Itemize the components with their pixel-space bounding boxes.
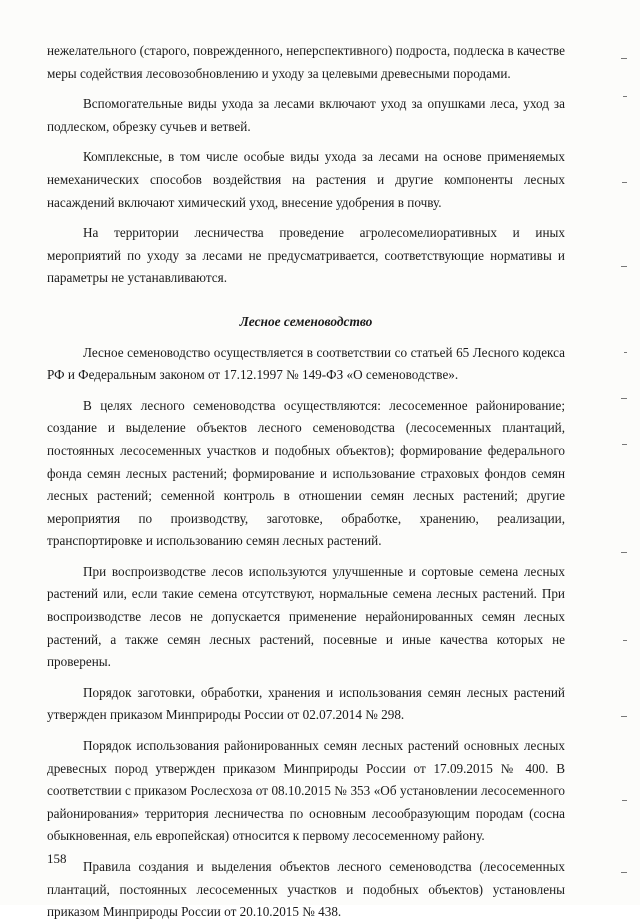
scan-edge-mark: [623, 96, 627, 97]
paragraph: Вспомогательные виды ухода за лесами включают уход за опушками леса, уход за подлеском, обрезку сучьев и ветвей.: [47, 96, 565, 134]
paragraph: В целях лесного семеноводства осуществляются: лесосеменное районирование; создание и выделение объектов лесного семеноводства (лесосеменных плантаций, постоянных лесосеменных участков и подобных объектов); формирование федерального фонда семян лесных растений; формирование и использование страховых фондов семян лесных растений; семенной контроль в отношении семян лесных растений; другие мероприятия по производству, заготовке, обработке, хранению, реализации, транспортировке и использованию семян лесных растений.: [47, 397, 565, 549]
paragraph: Порядок использования районированных семян лесных растений основных лесных древесных пород утвержден приказом Минприроды России от 17.09.2015 № 400. В соответствии с приказом Рослесхоза от 08.10.2015 № 353 «Об установлении лесосеменного районирования» территория лесничества по основным лесообразующим породам (сосна обыкновенная, ель европейская) относится к первому лесосеменному району.: [47, 738, 565, 844]
body-text: [47, 40, 565, 924]
scan-edge-mark: [624, 352, 627, 353]
paragraph-continuation: нежелательного (старого, поврежденного, неперспективного) подроста, подлеска в качестве меры содействия лесовозобновлению и уходу за целевыми древесными породами.: [47, 43, 565, 81]
scan-edge-mark: [622, 182, 627, 183]
paragraph: Порядок заготовки, обработки, хранения и использования семян лесных растений утвержден приказом Минприроды России от 02.07.2014 № 298.: [47, 684, 565, 723]
paragraph: На территории лесничества проведение агролесомелиоративных и иных мероприятий по уходу за лесами не предусматривается, соответствующие нормативы и параметры не устанавливаются.: [47, 225, 565, 286]
scan-edge-mark: [622, 444, 627, 445]
scan-edge-mark: [623, 640, 627, 641]
section-heading: Лесное семеноводство: [239, 313, 373, 329]
scan-edge-mark: [621, 58, 627, 59]
page-number: 158: [47, 851, 67, 866]
scan-edge-mark: [622, 800, 627, 801]
paragraph: Лесное семеноводство осуществляется в соответствии со статьей 65 Лесного кодекса РФ и Федеральным законом от 17.12.1997 № 149-ФЗ «О семеноводстве».: [47, 344, 565, 383]
scan-edge-mark: [621, 552, 627, 553]
paragraph: При воспроизводстве лесов используются улучшенные и сортовые семена лесных растений или, если такие семена отсутствуют, нормальные семена лесных растений. При воспроизводстве лесов не допускается применение нерайонированных семян лесных растений, а также семян лесных растений, посевные и иные качества которых не проверены.: [47, 563, 565, 670]
scan-edge-mark: [621, 398, 627, 399]
scan-edge-mark: [621, 716, 627, 717]
paragraph: Правила создания и выделения объектов лесного семеноводства (лесосеменных плантаций, постоянных лесосеменных участков и подобных объектов) установлены приказом Минприроды России от 20.10.2015 № 438.: [47, 859, 565, 920]
scan-edge-mark: [621, 266, 627, 267]
paragraph: Комплексные, в том числе особые виды ухода за лесами на основе применяемых немеханических способов воздействия на растения и другие компоненты лесных насаждений включают химический уход, внесение удобрения в почву.: [47, 149, 565, 210]
scan-edge-mark: [621, 872, 627, 873]
